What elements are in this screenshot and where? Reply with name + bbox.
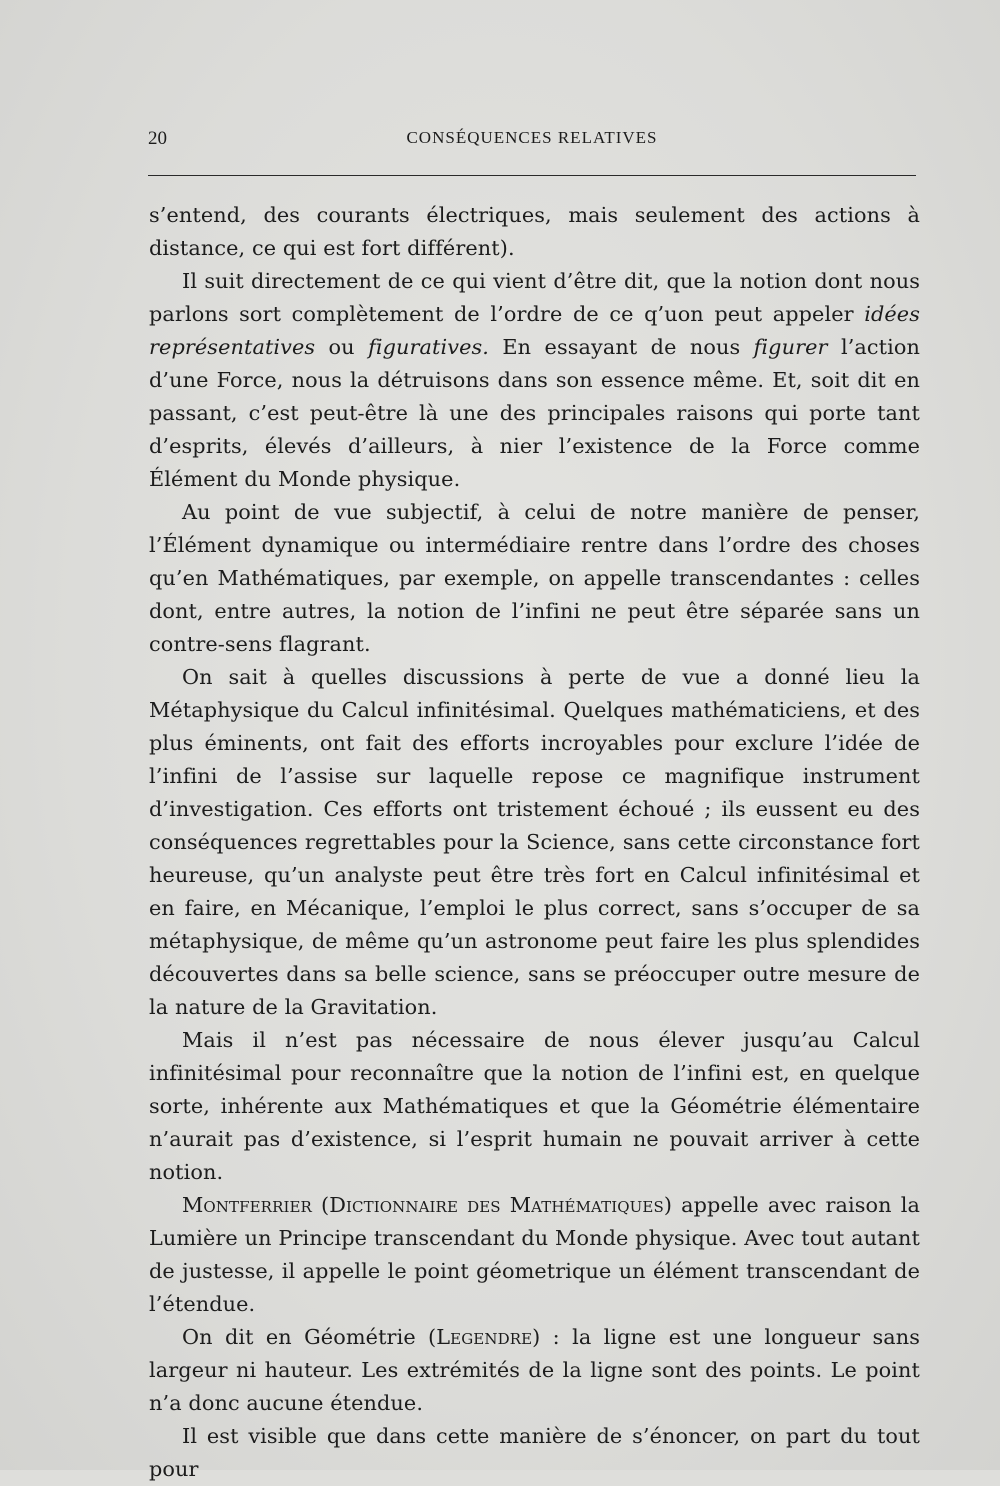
italic-term: idées représentatives <box>149 302 920 359</box>
paragraph-3 <box>149 496 920 661</box>
paragraph-4 <box>149 661 920 1024</box>
paragraph-text: ( <box>311 1193 330 1217</box>
work-title: Dictionnaire des Mathématiques <box>329 1193 664 1217</box>
paragraph-text: s’entend, des courants électriques, mais seulement des actions à distance, ce qui est fort différent). <box>149 203 920 260</box>
paragraph-text: l’action d’une Force, nous la détruisons dans son essence même. Et, soit dit en passant, c’est peut-être là une des principales raisons qui porte tant d’esprits, élevés d’ailleurs, à nier l’existence de la Force comme Élément du Monde physique. <box>149 335 920 491</box>
paragraph-1 <box>149 199 920 265</box>
paragraph-7 <box>149 1321 920 1420</box>
header-rule <box>148 175 916 176</box>
author-name: Legendre <box>436 1325 533 1349</box>
running-head: CONSÉQUENCES RELATIVES <box>406 128 658 147</box>
paragraph-text: ) appelle avec raison la Lumière un Principe transcendant du Monde physique. Avec tout autant de justesse, il appelle le point géometrique un élément transcendant de l’étendue. <box>149 1193 920 1316</box>
paragraph-text: Il suit directement de ce qui vient d’être dit, que la notion dont nous parlons sort complètement de l’ordre de ce q’uon peut appeler <box>149 269 920 326</box>
paragraph-6 <box>149 1189 920 1321</box>
italic-term: figurer <box>753 335 828 359</box>
paragraph-text: Il est visible que dans cette manière de s’énoncer, on part du tout pour <box>149 1424 920 1481</box>
paragraph-text: Mais il n’est pas nécessaire de nous élever jusqu’au Calcul infinitésimal pour reconnaître que la notion de l’infini est, en quelque sorte, inhérente aux Mathématiques et que la Géométrie élémentaire n’aurait pas d’existence, si l’esprit humain ne pouvait arriver à cette notion. <box>149 1028 920 1184</box>
paragraph-text: ou <box>315 335 369 359</box>
paragraph-text: En essayant de nous <box>489 335 754 359</box>
page-header <box>148 128 916 154</box>
paragraph-2 <box>149 265 920 496</box>
paragraph-8 <box>149 1420 920 1486</box>
paragraph-text: On sait à quelles discussions à perte de vue a donné lieu la Métaphysique du Calcul infinitésimal. Quelques mathématiciens, et des plus éminents, ont fait des efforts incroyables pour exclure l’idée de l’infini de l’assise sur laquelle repose ce magnifique instrument d’investigation. Ces efforts ont tristement échoué ; ils eussent eu des conséquences regrettables pour la Science, sans cette circonstance fort heureuse, qu’un analyste peut être très fort en Calcul infinitésimal et en faire, en Mécanique, l’emploi le plus correct, sans s’occuper de sa métaphysique, de même qu’un astronome peut faire les plus splendides découvertes dans sa belle science, sans se préoccuper outre mesure de la nature de la Gravitation. <box>149 665 920 1019</box>
paragraph-5 <box>149 1024 920 1189</box>
author-name: Montferrier <box>182 1193 312 1217</box>
page-number: 20 <box>148 128 167 149</box>
paragraph-text: Au point de vue subjectif, à celui de notre manière de penser, l’Élément dynamique ou intermédiaire rentre dans l’ordre des choses qu’en Mathématiques, par exemple, on appelle transcendantes : celles dont, entre autres, la notion de l’infini ne peut être séparée sans un contre-sens flagrant. <box>149 500 920 656</box>
italic-term: figuratives. <box>368 335 490 359</box>
paragraph-text: On dit en Géométrie ( <box>182 1325 437 1349</box>
body-text <box>149 199 920 1486</box>
paragraph-text: ) : la ligne est une longueur sans largeur ni hauteur. Les extrémités de la ligne sont des points. Le point n’a donc aucune étendue. <box>149 1325 920 1415</box>
